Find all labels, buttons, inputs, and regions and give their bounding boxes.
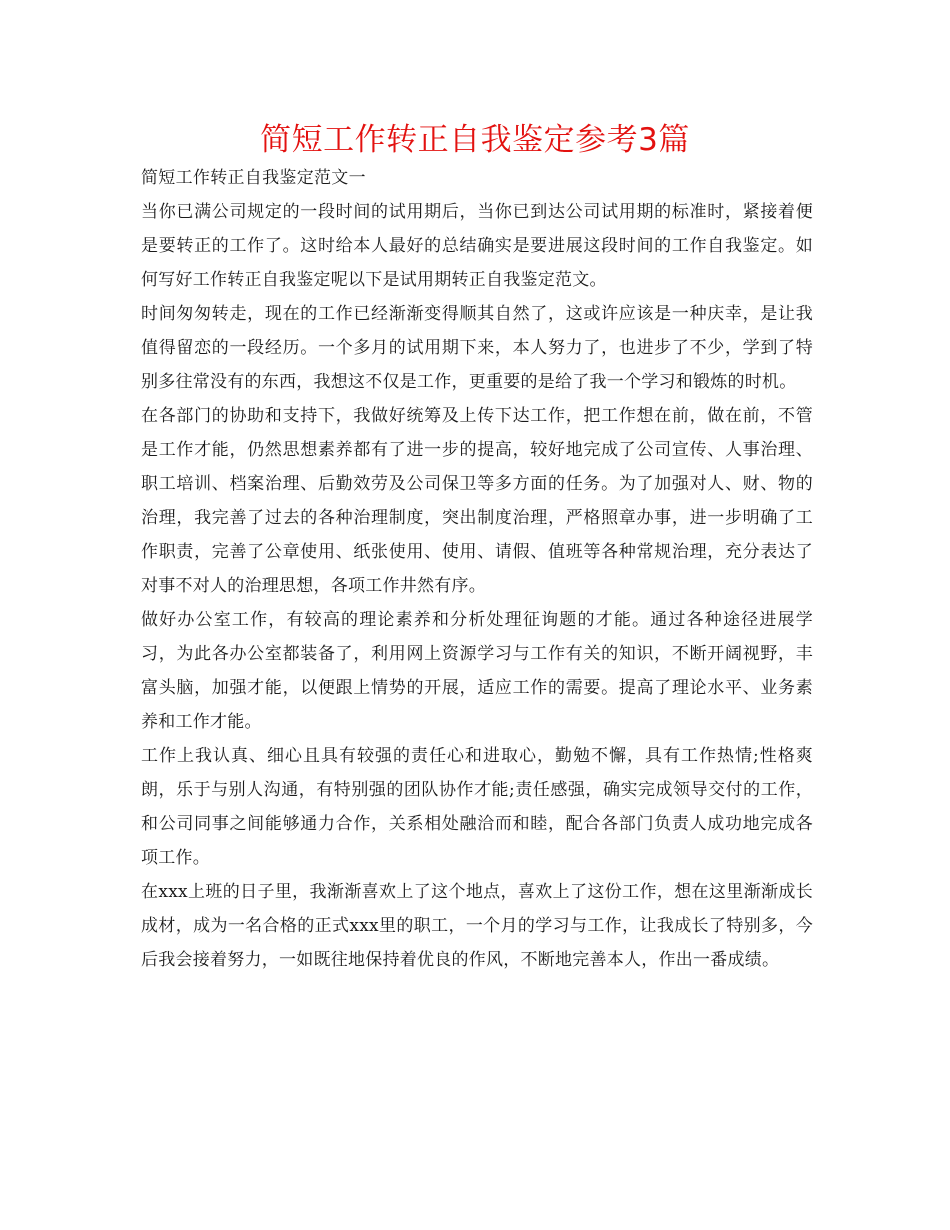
body-paragraph-6: 在xxx上班的日子里，我渐渐喜欢上了这个地点，喜欢上了这份工作，想在这里渐渐成长成材，成为一名合格的正式xxx里的职工，一个月的学习与工作，让我成长了特别多，今后我会接着努力，一如既往地保持着优良的作风，不断地完善本人，作出一番成绩。: [141, 882, 813, 970]
body-paragraph-5: 工作上我认真、细心且具有较强的责任心和进取心，勤勉不懈，具有工作热情;性格爽朗，乐于与别人沟通，有特别强的团队协作才能;责任感强，确实完成领导交付的工作，和公司同事之间能够通力合作，关系相处融洽而和睦，配合各部门负责人成功地完成各项工作。: [141, 746, 813, 868]
body-paragraph-1: 当你已满公司规定的一段时间的试用期后，当你已到达公司试用期的标准时，紧接着便是要转正的工作了。这时给本人最好的总结确实是要进展这段时间的工作自我鉴定。如何写好工作转正自我鉴定呢以下是试用期转正自我鉴定范文。: [141, 202, 813, 290]
document-body: [141, 161, 813, 977]
body-paragraph-2: 时间匆匆转走，现在的工作已经渐渐变得顺其自然了，这或许应该是一种庆幸，是让我值得留恋的一段经历。一个多月的试用期下来，本人努力了，也进步了不少，学到了特别多往常没有的东西，我想这不仅是工作，更重要的是给了我一个学习和锻炼的时机。: [141, 304, 813, 392]
document-title: 简短工作转正自我鉴定参考3篇: [260, 122, 690, 158]
body-paragraph-3: 在各部门的协助和支持下，我做好统筹及上传下达工作，把工作想在前，做在前，不管是工作才能，仍然思想素养都有了进一步的提高，较好地完成了公司宣传、人事治理、职工培训、档案治理、后勤效劳及公司保卫等多方面的任务。为了加强对人、财、物的治理，我完善了过去的各种治理制度，突出制度治理，严格照章办事，进一步明确了工作职责，完善了公章使用、纸张使用、使用、请假、值班等各种常规治理，充分表达了对事不对人的治理思想，各项工作井然有序。: [141, 406, 813, 596]
body-paragraph-4: 做好办公室工作，有较高的理论素养和分析处理征询题的才能。通过各种途径进展学习，为此各办公室都装备了，利用网上资源学习与工作有关的知识，不断开阔视野，丰富头脑，加强才能，以便跟上情势的开展，适应工作的需要。提高了理论水平、业务素养和工作才能。: [141, 610, 813, 732]
section-subheading: 简短工作转正自我鉴定范文一: [141, 168, 366, 188]
